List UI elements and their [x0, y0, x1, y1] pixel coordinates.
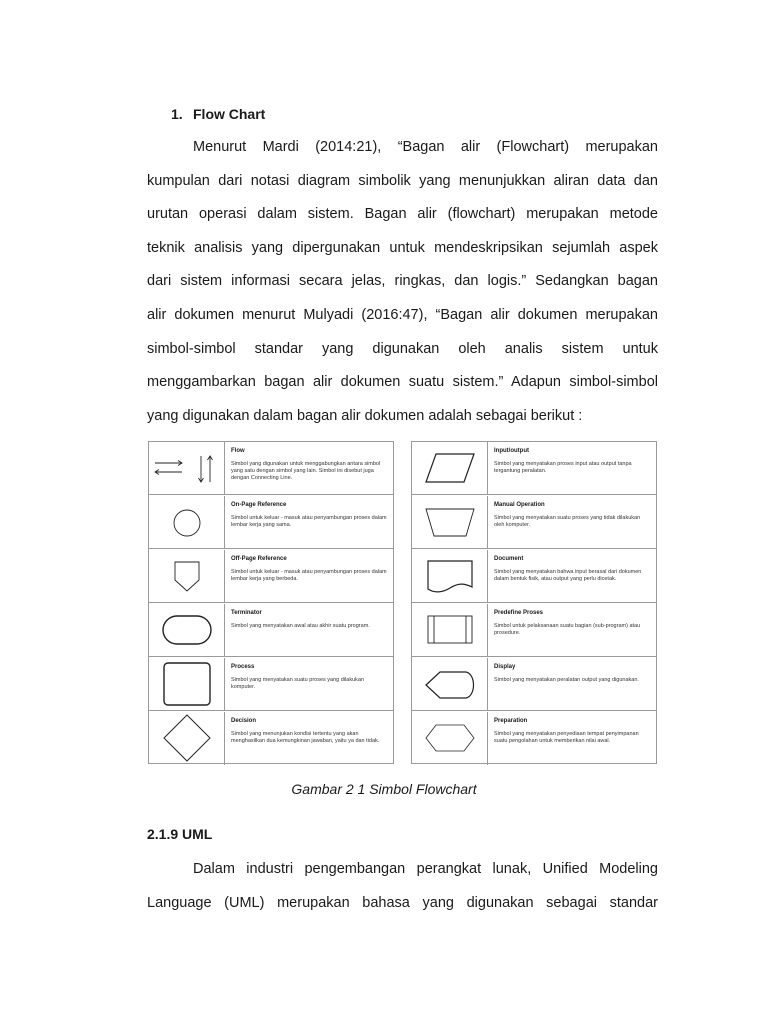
uml-heading: 2.1.9 UML	[147, 826, 213, 842]
symbol-row-display	[412, 658, 656, 711]
hexagon-icon	[412, 712, 488, 765]
symbol-row-off-page-reference	[149, 550, 393, 603]
display-icon	[412, 658, 488, 710]
section-title: Flow Chart	[193, 106, 266, 122]
symbol-description: Simbol yang menyatakan peralatan output yang digunakan.	[494, 677, 639, 683]
paragraph-line: Menurut Mardi (2014:21), “Bagan alir (Flowchart) merupakan	[193, 139, 658, 155]
symbol-row-process	[149, 658, 393, 711]
symbol-description: Simbol untuk keluar - masuk atau penyambungan proses dalam lembar kerja yang sama.	[231, 515, 387, 528]
section-heading	[171, 106, 265, 122]
trapezoid-icon	[412, 496, 488, 548]
symbol-row-preparation	[412, 712, 656, 765]
symbol-row-on-page-reference	[149, 496, 393, 549]
symbol-name: Off-Page Reference	[231, 556, 287, 562]
paragraph-line: simbol-simbol standar yang digunakan oleh analis sistem untuk	[147, 340, 658, 357]
flowchart-symbol-table-left	[148, 441, 394, 764]
paragraph-line: yang digunakan dalam bagan alir dokumen adalah sebagai berikut :	[147, 407, 583, 424]
section-number: 1.	[171, 106, 183, 122]
parallelogram-icon	[412, 442, 488, 494]
flowchart-paragraph	[147, 137, 658, 439]
symbol-description: Simbol yang digunakan untuk menggabungkan antara simbol yang satu dengan simbol yang lain. Simbol ini disebut juga dengan Connecting Line.	[231, 461, 381, 481]
flow-arrows-icon	[149, 442, 225, 494]
paragraph-line: menggambarkan bagan alir dokumen suatu sistem.” Adapun simbol-simbol	[147, 374, 658, 391]
uml-paragraph	[147, 859, 658, 926]
pentagon-icon	[149, 550, 225, 602]
paragraph-line: urutan operasi dalam sistem. Bagan alir (flowchart) merupakan metode	[147, 206, 658, 223]
document-icon	[412, 550, 488, 602]
symbol-description: Simbol yang menyatakan bahwa input berasal dari dokumen dalam bentuk fisik, atau output yang perlu dicetak.	[494, 569, 642, 582]
symbol-name: Preparation	[494, 718, 528, 724]
symbol-name: Flow	[231, 448, 245, 454]
symbol-description: Simbol yang menunjukan kondisi tertentu yang akan menghasilkan dua kemungkinan jawaban, yaitu ya dan tidak.	[231, 731, 380, 744]
symbol-description: Simbol yang menyatakan proses input atau output tanpa tergantung peralatan.	[494, 461, 632, 474]
symbol-description: Simbol yang menyatakan awal atau akhir suatu program.	[231, 623, 370, 629]
symbol-row-predefine-proses	[412, 604, 656, 657]
circle-icon	[149, 496, 225, 548]
symbol-name: Decision	[231, 718, 257, 724]
paragraph-line: teknik analisis yang dipergunakan untuk mendeskripsikan sejumlah aspek	[147, 239, 658, 256]
terminator-icon	[149, 604, 225, 656]
symbol-name: Display	[494, 664, 516, 670]
symbol-name: Document	[494, 556, 524, 562]
symbol-name: On-Page Reference	[231, 502, 287, 508]
predefined-process-icon	[412, 604, 488, 656]
symbol-row-decision	[149, 712, 393, 765]
paragraph-line: Dalam industri pengembangan perangkat lunak, Unified Modeling	[193, 861, 658, 877]
symbol-name: Process	[231, 664, 255, 670]
symbol-name: Manual Operation	[494, 502, 545, 508]
symbol-name: Input/output	[494, 448, 529, 454]
symbol-description: Simbol yang menyatakan suatu proses yang dilakukan komputer.	[231, 677, 364, 690]
symbol-row-document	[412, 550, 656, 603]
diamond-icon	[149, 712, 225, 765]
symbol-name: Predefine Proses	[494, 610, 544, 616]
paragraph-line: Language (UML) merupakan bahasa yang digunakan sebagai standar	[147, 894, 658, 911]
paragraph-line: kumpulan dari notasi diagram simbolik yang menunjukkan aliran data dan	[147, 172, 658, 189]
symbol-row-terminator	[149, 604, 393, 657]
symbol-name: Terminator	[231, 610, 262, 616]
symbol-row-input-output	[412, 442, 656, 495]
symbol-description: Simbol untuk pelaksanaan suatu bagian (sub-program) atau prosedure.	[494, 623, 641, 636]
paragraph-line: dari sistem informasi secara jelas, ringkas, dan logis.” Sedangkan bagan	[147, 273, 658, 290]
paragraph-line: alir dokumen menurut Mulyadi (2016:47), “Bagan alir dokumen merupakan	[147, 306, 658, 323]
flowchart-symbol-table-right	[411, 441, 657, 764]
figure-caption: Gambar 2 1 Simbol Flowchart	[291, 781, 477, 797]
symbol-description: Simbol yang menyatakan suatu proses yang tidak dilakukan oleh komputer.	[494, 515, 641, 528]
symbol-row-flow	[149, 442, 393, 495]
symbol-row-manual-operation	[412, 496, 656, 549]
symbol-description: Simbol untuk keluar - masuk atau penyambungan proses dalam lembar kerja yang berbeda.	[231, 569, 387, 582]
process-icon	[149, 658, 225, 710]
symbol-description: Simbol yang menyatakan penyediaan tempat penyimpanan suatu pengolahan untuk memberikan nilai awal.	[494, 731, 639, 744]
